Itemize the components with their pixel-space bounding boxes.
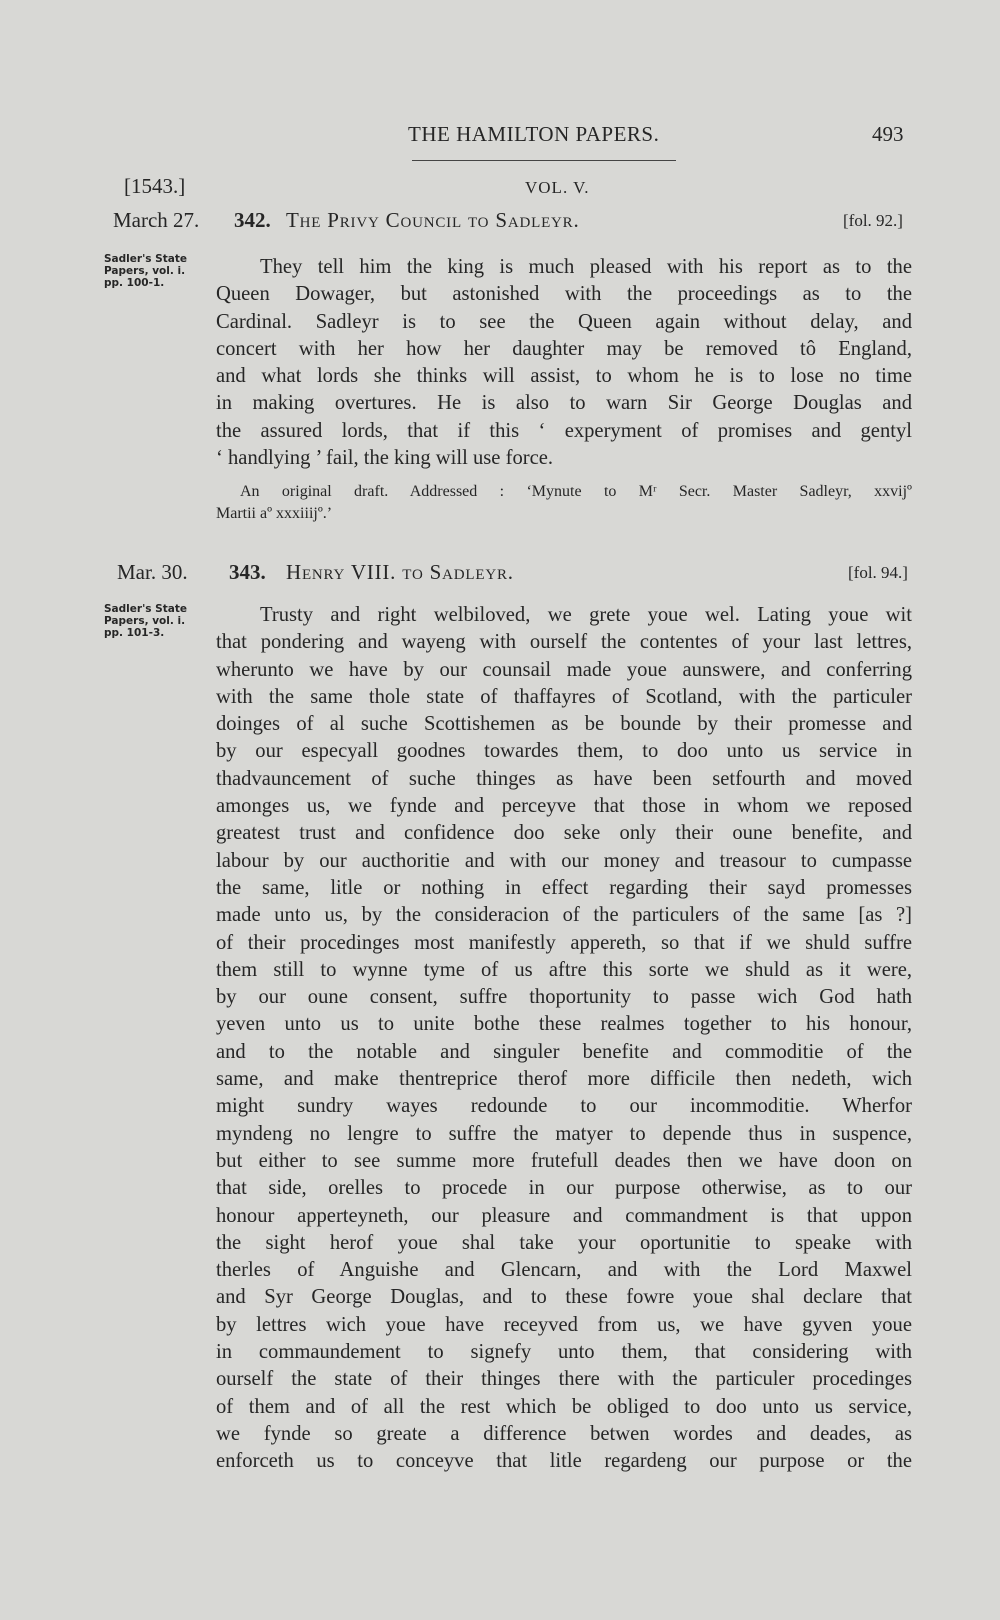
text-line: in making overtures. He is also to warn Sir George Douglas and [216,392,912,415]
entry-date: Mar. 30. [117,560,188,584]
text-line: in commaundement to signefy unto them, that considering with [216,1341,912,1364]
text-line: labour by our aucthoritie and with our money and treasour to cumpasse [216,849,912,872]
text-line: by our oune consent, suffre thoportunity to passe wich God hath [216,986,912,1009]
text-line: greatest trust and confidence doo seke only their oune benefite, and [216,822,912,845]
source-note [104,603,204,639]
text-line: wherunto we have by our counsail made youe aunswere, and conferring [216,658,912,681]
entry-heading [0,208,1000,238]
text-line: by our especyall goodnes towardes them, to doo unto us service in [216,740,912,763]
text-line: ourself the state of their thinges there with the particuler procedinges [216,1368,912,1391]
entry-heading [0,560,1000,590]
text-line: we fynde so greate a difference betwen wordes and deades, as [216,1422,912,1445]
text-line: might sundry wayes redounde to our incommoditie. Wherfor [216,1095,912,1118]
text-line: the assured lords, that if this ‘ experyment of promises and gentyl [216,419,912,442]
source-line: pp. 101-3. [104,627,165,639]
text-line: that side, orelles to procede in our purpose otherwise, as to our [216,1177,912,1200]
text-line: and Syr George Douglas, and to these fowre youe shal declare that [216,1286,912,1309]
entry-title: Henry VIII. to Sadleyr. [286,560,514,584]
text-line: honour apperteyneth, our pleasure and commandment is that uppon [216,1204,912,1227]
text-line: doinges of al suche Scottishemen as be bounde by their promesse and [216,713,912,736]
running-title: THE HAMILTON PAPERS. [408,122,660,146]
folio-reference: [fol. 92.] [843,211,903,230]
text-line: and what lords she thinks will assist, to whom he is to lose no time [216,365,912,388]
text-line: with the same thole state of thaffayres of Scotland, with the particuler [216,685,912,708]
text-line: Martii aº xxxiiijº.’ [216,505,333,522]
running-head [0,122,1000,152]
folio-reference: [fol. 94.] [848,563,908,582]
text-line: by lettres wich youe have receyved from us, we have gyven youe [216,1313,912,1336]
text-line: Cardinal. Sadleyr is to see the Queen again without delay, and [216,310,912,333]
text-line: They tell him the king is much pleased with his report as to the [260,256,912,278]
text-line: ‘ handlying ’ fail, the king will use force. [216,447,554,470]
source-line: pp. 100-1. [104,277,165,289]
text-line: enforceth us to conceyve that litle regardeng our purpose or the [216,1450,912,1473]
text-line: An original draft. Addressed : ‘Mynute to Mʳ Secr. Master Sadleyr, xxvijº [240,483,912,500]
year-marker: [1543.] [124,174,186,198]
entry-number: 342. [234,208,271,232]
text-line: and to the notable and singuler benefite and commoditie of the [216,1040,912,1063]
text-line: of their procedinges most manifestly appereth, so that if we shuld suffre [216,931,912,954]
letter-text [216,602,912,1476]
entry-title: The Privy Council to Sadleyr. [286,208,580,232]
source-line: Sadler's State [104,603,187,615]
source-line: Papers, vol. i. [104,615,186,627]
text-line: Trusty and right welbiloved, we grete youe wel. Lating youe wit [260,604,912,626]
text-line: yeven unto us to unite bothe these realmes together to his honour, [216,1013,912,1036]
text-line: Queen Dowager, but astonished with the proceedings as to the [216,283,912,306]
text-line: of them and of all the rest which be obliged to doo unto us service, [216,1395,912,1418]
text-line: made unto us, by the consideracion of the particulers of the same [as ?] [216,904,912,927]
text-line: thadvauncement of suche thinges as have been setfourth and moved [216,767,912,790]
page-number: 493 [872,122,904,146]
source-line: Sadler's State [104,253,187,265]
entry-summary [216,254,912,472]
text-line: amonges us, we fynde and perceyve that those in whom we reposed [216,795,912,818]
text-line: them still to wynne tyme of us aftre this sorte we shuld as it were, [216,958,912,981]
source-line: Papers, vol. i. [104,265,186,277]
entry-number: 343. [229,560,266,584]
head-rule [412,160,676,161]
text-line: but either to see summe more frutefull deades then we have doon on [216,1149,912,1172]
text-line: the sight herof youe shal take your oportunitie to speake with [216,1231,912,1254]
volume-label: VOL. V. [525,178,590,197]
archival-note [216,481,912,525]
source-note [104,253,204,289]
entry-date: March 27. [113,208,200,232]
text-line: that pondering and wayeng with ourself the contentes of your last lettres, [216,631,912,654]
text-line: therles of Anguishe and Glencarn, and with the Lord Maxwel [216,1259,912,1282]
text-line: myndeng no lengre to suffre the matyer to depende thus in suspence, [216,1122,912,1145]
text-line: concert with her how her daughter may be removed tô England, [216,337,912,360]
text-line: same, and make thentreprice therof more difficile then nedeth, wich [216,1068,912,1091]
text-line: the same, litle or nothing in effect regarding their sayd promesses [216,876,912,899]
